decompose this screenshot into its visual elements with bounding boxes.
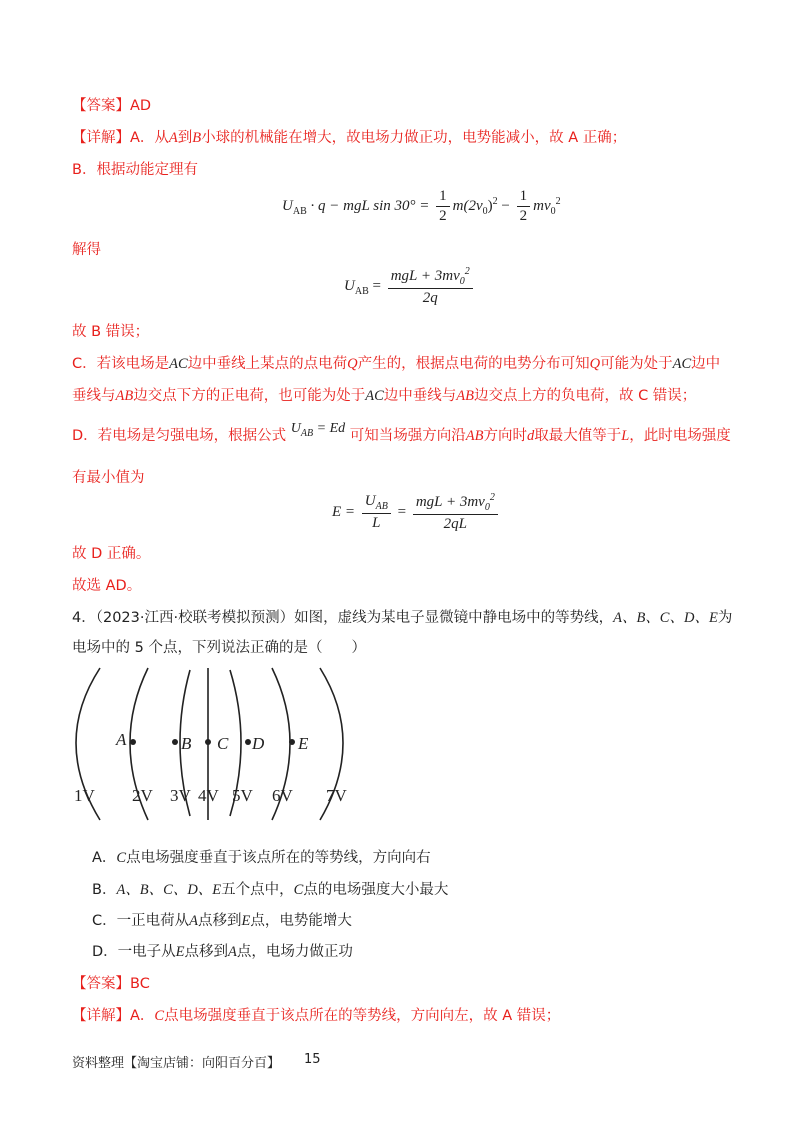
voltage-label-3: 3V [170, 786, 191, 805]
page-number: 15 [304, 1052, 321, 1067]
eq-text: · q − mgL sin 30° = [310, 197, 430, 214]
text: D．一电子从 [92, 944, 176, 960]
text: 点，电势能增大 [250, 913, 352, 929]
fraction [362, 493, 391, 532]
text: 取最大值等于 [534, 428, 622, 444]
text: 点移到 [197, 913, 242, 929]
fraction [413, 492, 498, 533]
var: AB [456, 388, 474, 404]
voltage-label-5: 5V [232, 786, 253, 805]
text: 到 [177, 130, 193, 146]
text: 小球的机械能在增大，故电场力做正功，电势能减小，故 A 正确； [201, 130, 627, 146]
choose-line: 故选 AD。 [72, 578, 142, 594]
var: AC [365, 388, 384, 404]
detail-line-d1 [72, 421, 731, 452]
eq-sup: 2 [492, 195, 498, 207]
voltage-label-6: 6V [272, 786, 293, 805]
var: AB [465, 428, 484, 444]
eq-symbol: U [364, 493, 376, 509]
detail-label: 【详解】 [72, 130, 130, 146]
var: AC [672, 356, 692, 372]
text: D．若电场是匀强电场，根据公式 [72, 428, 287, 444]
eq-sub: AB [300, 427, 314, 439]
eq-sup: 2 [464, 266, 470, 277]
text: 产生的，根据点电荷的电势分布可知 [357, 356, 590, 372]
detail-label: 【详解】 [72, 1008, 130, 1024]
equipotential-figure [60, 660, 360, 828]
eq-text: − [501, 197, 510, 214]
option-a[interactable] [92, 848, 431, 868]
var: A [228, 944, 237, 960]
frac-den: 2 [519, 208, 528, 224]
eq-text: = [372, 277, 381, 294]
eq-text: = [397, 503, 407, 520]
text: 边中垂线上某点的点电荷 [187, 356, 348, 372]
point-label-b: B [181, 734, 192, 753]
eq-text: = Ed [316, 421, 346, 436]
point-label-a: A [116, 730, 127, 749]
equation-e [332, 492, 501, 533]
solve-text: 解得 [72, 242, 101, 258]
text: 边中 [691, 356, 721, 372]
frac-den: 2qL [443, 516, 468, 532]
detail-line-c1 [72, 354, 720, 374]
text: 边交点上方的负电荷，故 C 错误； [473, 388, 697, 404]
eq-sup: 2 [555, 195, 561, 207]
var: A、B、C、D、E [613, 610, 718, 626]
detail-line-d2: 有最小值为 [72, 470, 145, 486]
detail-line-c2 [72, 386, 696, 406]
frac-num: 1 [436, 188, 450, 207]
var: E [241, 913, 251, 929]
d-right: 故 D 正确。 [72, 546, 151, 562]
text: C．一正电荷从 [92, 913, 190, 929]
text: 点，电场力做正功 [236, 944, 353, 960]
q4-line2: 电场中的 5 个点，下列说法正确的是（ ） [72, 640, 366, 656]
text: 点电场强度垂直于该点所在的等势线，方向向右 [126, 850, 431, 866]
var: C [293, 882, 304, 898]
var: C [116, 850, 127, 866]
voltage-label-7: 7V [326, 786, 347, 805]
eq-text: m(2v [452, 197, 483, 214]
var: A、B、C、D、E [116, 882, 222, 898]
text: A． [130, 1008, 155, 1024]
eq-text: mv [533, 197, 551, 214]
frac-den: 2q [422, 290, 438, 306]
b-wrong: 故 B 错误； [72, 324, 150, 340]
text: 为 [717, 610, 733, 626]
var: A [189, 913, 198, 929]
text: A．从 [130, 130, 169, 146]
eq-text: mgL + 3mv [415, 494, 485, 510]
text: 可能为处于 [600, 356, 673, 372]
equation-uab [344, 266, 476, 307]
text: 边交点下方的正电荷，也可能为处于 [133, 388, 366, 404]
eq-symbol: U [290, 421, 301, 436]
eq-text: mgL + 3mv [390, 268, 460, 284]
footer-text: 资料整理【淘宝店铺：向阳百分百】 [72, 1056, 281, 1071]
point-c-dot [205, 739, 211, 745]
eq-sub: 0 [459, 276, 465, 287]
option-c[interactable] [92, 911, 352, 931]
answer-line-2 [72, 974, 150, 994]
eq-text: ) [487, 197, 493, 214]
var: AC [169, 356, 188, 372]
var: AB [115, 388, 134, 404]
point-b-dot [172, 739, 178, 745]
voltage-label-1: 1V [74, 786, 95, 805]
eq-sup: 2 [489, 492, 495, 503]
text: 点电场强度垂直于该点所在的等势线，方向向左，故 A 错误； [164, 1008, 561, 1024]
point-dots [130, 739, 295, 745]
eq-sub: 0 [484, 502, 490, 513]
eq-sub: AB [292, 205, 307, 217]
frac-num [413, 492, 498, 515]
detail-line-a [72, 128, 626, 148]
eq-sub: AB [354, 285, 369, 297]
fraction [517, 188, 531, 225]
option-d[interactable] [92, 942, 353, 962]
answer-label: 【答案】 [72, 976, 130, 992]
point-a-dot [130, 739, 136, 745]
option-b[interactable] [92, 880, 448, 900]
text: 垂线与 [72, 388, 116, 404]
point-label-c: C [217, 734, 229, 753]
text: 4．（2023·江西·校联考模拟预测）如图，虚线为某电子显微镜中静电场中的等势线， [72, 610, 614, 626]
frac-den: 2 [439, 208, 447, 224]
answer-value: AD [130, 98, 152, 114]
eq-symbol: U [344, 277, 355, 294]
eq-text: E = [332, 503, 356, 520]
frac-num [362, 493, 391, 514]
fraction [388, 266, 473, 307]
frac-num [388, 266, 473, 289]
text: 点的电场强度大小最大 [303, 882, 449, 898]
equation-energy [282, 188, 561, 225]
text: B． [92, 882, 117, 898]
voltage-label-2: 2V [132, 786, 153, 805]
point-label-d: D [252, 734, 265, 753]
fraction [436, 188, 450, 225]
var: A [168, 130, 178, 146]
point-label-e: E [298, 734, 309, 753]
var: Q [589, 356, 601, 372]
var: B [192, 130, 202, 146]
text: A． [92, 850, 117, 866]
var: C [154, 1008, 165, 1024]
text: 点移到 [184, 944, 229, 960]
text: 方向时 [483, 428, 527, 444]
eq-sub: 0 [550, 205, 556, 217]
formula-inline [290, 421, 346, 439]
q4-line1 [72, 608, 732, 628]
answer-value: BC [130, 976, 150, 992]
text: C．若该电场是 [72, 356, 170, 372]
text: 五个点中， [221, 882, 294, 898]
text: 边中垂线与 [383, 388, 457, 404]
point-d-dot [245, 739, 251, 745]
detail-line-b: B．根据动能定理有 [72, 162, 198, 178]
eq-sub: AB [375, 501, 388, 512]
var: E [175, 944, 185, 960]
eq-sub: 0 [482, 205, 488, 217]
detail-line-2a [72, 1006, 560, 1026]
answer-label: 【答案】 [72, 98, 130, 114]
text: 可知当场强方向沿 [349, 428, 466, 444]
point-e-dot [289, 739, 295, 745]
var: d [526, 428, 535, 444]
var: L [621, 428, 630, 444]
frac-den: L [372, 515, 381, 531]
voltage-label-4: 4V [198, 786, 219, 805]
frac-num: 1 [517, 188, 531, 207]
text: ，此时电场强度 [629, 428, 731, 444]
answer-line-1 [72, 96, 151, 116]
eq-symbol: U [282, 197, 293, 214]
var: Q [347, 356, 358, 372]
